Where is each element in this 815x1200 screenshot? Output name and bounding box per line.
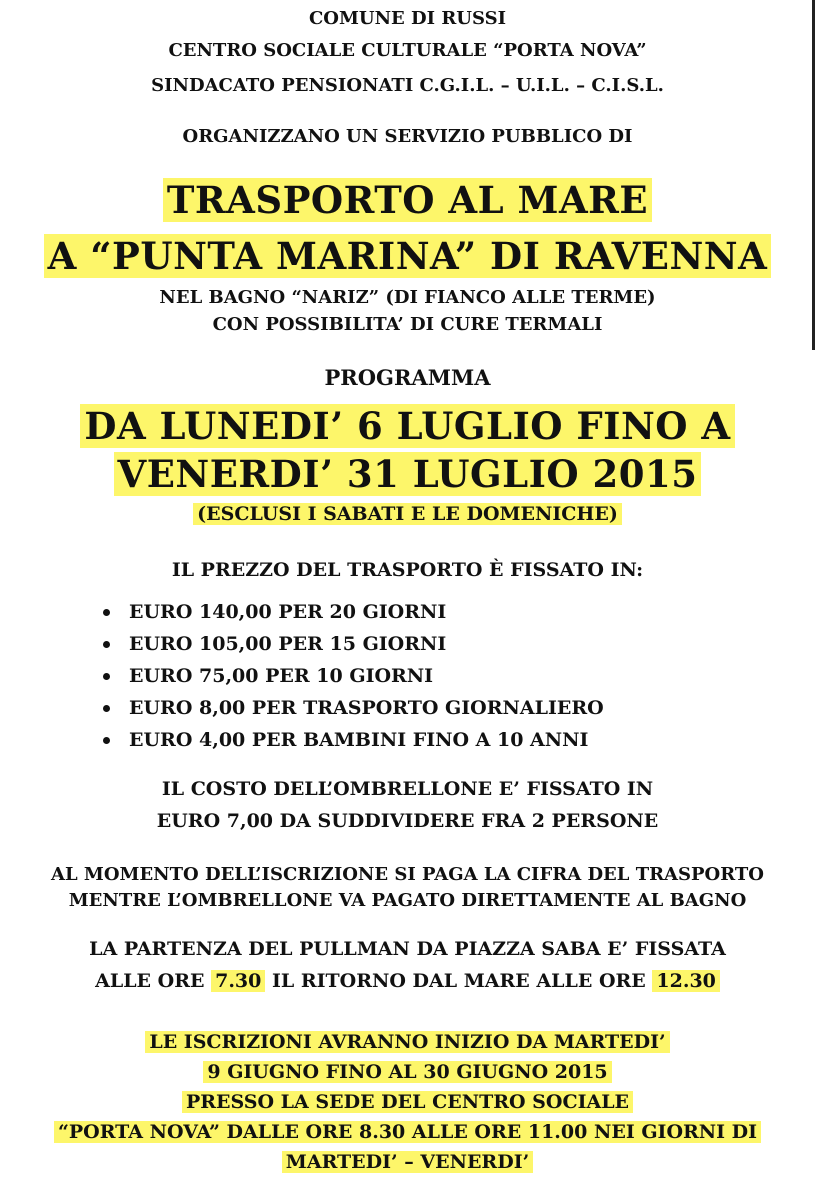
price-item: EURO 140,00 PER 20 GIORNI bbox=[103, 596, 604, 628]
date-note bbox=[0, 505, 815, 524]
registration-line-2: 9 GIUGNO FINO AL 30 GIUGNO 2015 bbox=[0, 1063, 815, 1082]
registration-line-4: “PORTA NOVA” DALLE ORE 8.30 ALLE ORE 11.00 NEI GIORNI DI bbox=[0, 1123, 815, 1142]
date-line-1-text: DA LUNEDI’ 6 LUGLIO FINO A bbox=[80, 404, 734, 448]
date-line-1 bbox=[0, 404, 815, 448]
subtitle-line-2: CON POSSIBILITA’ DI CURE TERMALI bbox=[212, 314, 603, 335]
price-item: EURO 105,00 PER 15 GIORNI bbox=[103, 628, 604, 660]
bullet-icon bbox=[103, 609, 110, 616]
payment-line-1: AL MOMENTO DELL’ISCRIZIONE SI PAGA LA CIFRA DEL TRASPORTO bbox=[51, 864, 764, 885]
price-item: EURO 8,00 PER TRASPORTO GIORNALIERO bbox=[103, 692, 604, 724]
programma-label: PROGRAMMA bbox=[324, 365, 491, 390]
return-time: 12.30 bbox=[652, 970, 720, 992]
price-item: EURO 4,00 PER BAMBINI FINO A 10 ANNI bbox=[103, 724, 604, 756]
title-line-1 bbox=[0, 178, 815, 222]
header-line-2: CENTRO SOCIALE CULTURALE “PORTA NOVA” bbox=[168, 40, 647, 61]
price-item: EURO 75,00 PER 10 GIORNI bbox=[103, 660, 604, 692]
registration-line-3: PRESSO LA SEDE DEL CENTRO SOCIALE bbox=[0, 1093, 815, 1112]
departure-time: 7.30 bbox=[211, 970, 265, 992]
bullet-icon bbox=[103, 705, 110, 712]
date-line-2-text: VENERDI’ 31 LUGLIO 2015 bbox=[114, 452, 702, 496]
bullet-icon bbox=[103, 673, 110, 680]
registration-line-1: LE ISCRIZIONI AVRANNO INIZIO DA MARTEDI’ bbox=[0, 1033, 815, 1052]
subtitle-line-1: NEL BAGNO “NARIZ” (DI FIANCO ALLE TERME) bbox=[159, 287, 656, 308]
title-line-2-text: A “PUNTA MARINA” DI RAVENNA bbox=[44, 234, 772, 278]
umbrella-line-1: IL COSTO DELL’OMBRELLONE E’ FISSATO IN bbox=[161, 778, 654, 800]
registration-line-5: MARTEDI’ – VENERDI’ bbox=[0, 1153, 815, 1172]
title-line-2 bbox=[0, 234, 815, 278]
bullet-icon bbox=[103, 641, 110, 648]
date-line-2 bbox=[0, 452, 815, 496]
departure-line-1: LA PARTENZA DEL PULLMAN DA PIAZZA SABA E’ FISSATA bbox=[89, 938, 726, 960]
intro-text: ORGANIZZANO UN SERVIZIO PUBBLICO DI bbox=[182, 126, 633, 147]
payment-line-2: MENTRE L’OMBRELLONE VA PAGATO DIRETTAMENTE AL BAGNO bbox=[68, 890, 747, 911]
prices-heading: IL PREZZO DEL TRASPORTO È FISSATO IN: bbox=[171, 559, 644, 581]
departure-line-2: ALLE ORE 7.30 IL RITORNO DAL MARE ALLE ORE 12.30 bbox=[0, 972, 815, 991]
title-line-1-text: TRASPORTO AL MARE bbox=[163, 178, 652, 222]
header-line-1: COMUNE DI RUSSI bbox=[308, 8, 507, 29]
price-list bbox=[103, 596, 604, 756]
date-note-text: (ESCLUSI I SABATI E LE DOMENICHE) bbox=[193, 503, 622, 525]
umbrella-line-2: EURO 7,00 DA SUDDIVIDERE FRA 2 PERSONE bbox=[156, 810, 659, 832]
header-line-3: SINDACATO PENSIONATI C.G.I.L. – U.I.L. – C.I.S.L. bbox=[151, 75, 664, 96]
bullet-icon bbox=[103, 737, 110, 744]
